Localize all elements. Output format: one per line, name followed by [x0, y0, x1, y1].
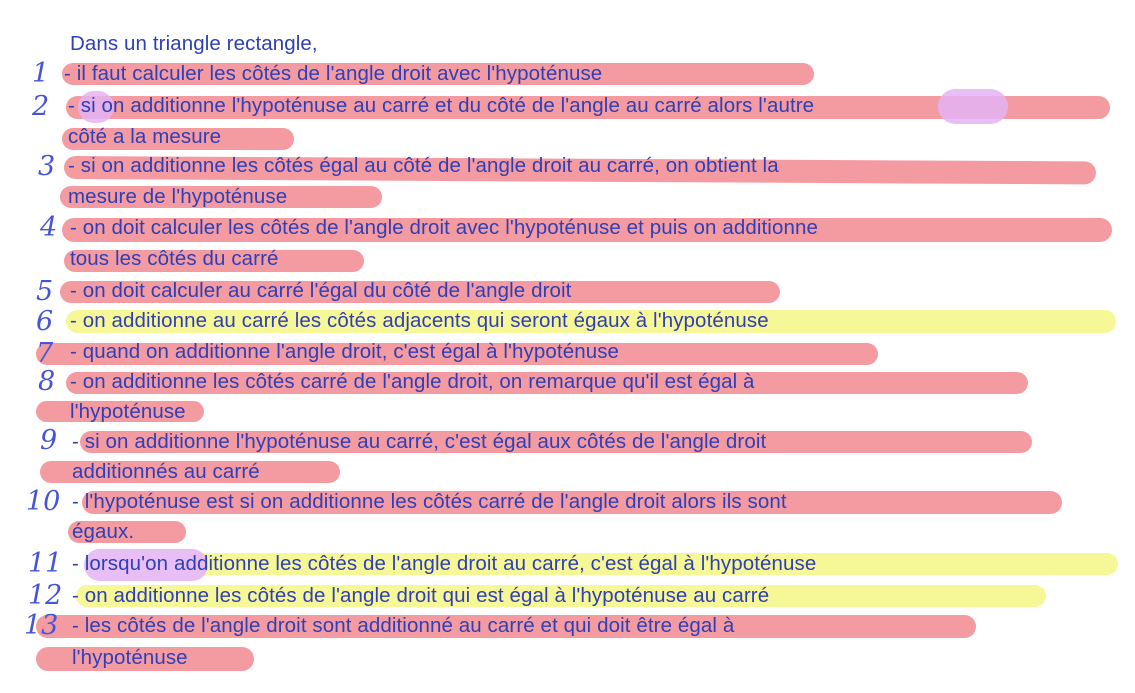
statement-2-line-2: côté a la mesure: [68, 125, 222, 148]
statement-9-line-1: - si on additionne l'hypoténuse au carré, c'est égal aux côtés de l'angle droit: [72, 430, 767, 453]
statement-6-line-1: - on additionne au carré les côtés adjacents qui seront égaux à l'hypoténuse: [70, 309, 769, 332]
statement-number-2: 2: [32, 91, 50, 122]
statement-12-line-1: - on additionne les côtés de l'angle droit qui est égal à l'hypoténuse au carré: [72, 584, 770, 607]
statement-number-13: 13: [24, 610, 59, 641]
statement-number-4: 4: [40, 212, 58, 243]
statement-4-line-2: tous les côtés du carré: [70, 247, 279, 270]
statement-number-7: 7: [36, 338, 54, 369]
statement-4-line-1: - on doit calculer les côtés de l'angle droit avec l'hypoténuse et puis on additionne: [70, 216, 818, 239]
statement-10-line-2: égaux.: [72, 520, 135, 543]
statement-number-6: 6: [36, 306, 54, 337]
statement-number-12: 12: [28, 580, 63, 611]
statement-number-11: 11: [28, 548, 63, 579]
statement-11-line-1: - lorsqu'on additionne les côtés de l'angle droit au carré, c'est égal à l'hypoténuse: [72, 552, 817, 575]
statement-7-line-1: - quand on additionne l'angle droit, c'est égal à l'hypoténuse: [70, 340, 620, 363]
statement-number-3: 3: [38, 151, 56, 182]
statement-8-line-1: - on additionne les côtés carré de l'angle droit, on remarque qu'il est égal à: [70, 370, 755, 393]
statement-5-line-1: - on doit calculer au carré l'égal du côté de l'angle droit: [70, 279, 572, 302]
statement-8-line-2: l'hypoténuse: [70, 400, 186, 423]
highlight-circle-alors: [938, 89, 1008, 124]
statement-number-9: 9: [40, 425, 58, 456]
statement-number-1: 1: [32, 58, 50, 89]
statement-3-line-1: - si on additionne les côtés égal au côté de l'angle droit au carré, on obtient la: [68, 154, 779, 177]
statement-1-line-1: - il faut calculer les côtés de l'angle droit avec l'hypoténuse: [64, 62, 603, 85]
statement-9-line-2: additionnés au carré: [72, 460, 260, 483]
statement-13-line-1: - les côtés de l'angle droit sont additionné au carré et qui doit être égal à: [72, 614, 735, 637]
statement-2-line-1: - si on additionne l'hypoténuse au carré et du côté de l'angle au carré alors l'autre: [68, 94, 815, 117]
heading: Dans un triangle rectangle,: [70, 32, 318, 55]
statement-10-line-1: - l'hypoténuse est si on additionne les côtés carré de l'angle droit alors ils sont: [72, 490, 787, 513]
statement-3-line-2: mesure de l'hypoténuse: [68, 185, 288, 208]
statement-13-line-2: l'hypoténuse: [72, 646, 188, 669]
statement-number-5: 5: [36, 276, 54, 307]
statement-number-10: 10: [26, 486, 61, 517]
statement-number-8: 8: [38, 366, 56, 397]
